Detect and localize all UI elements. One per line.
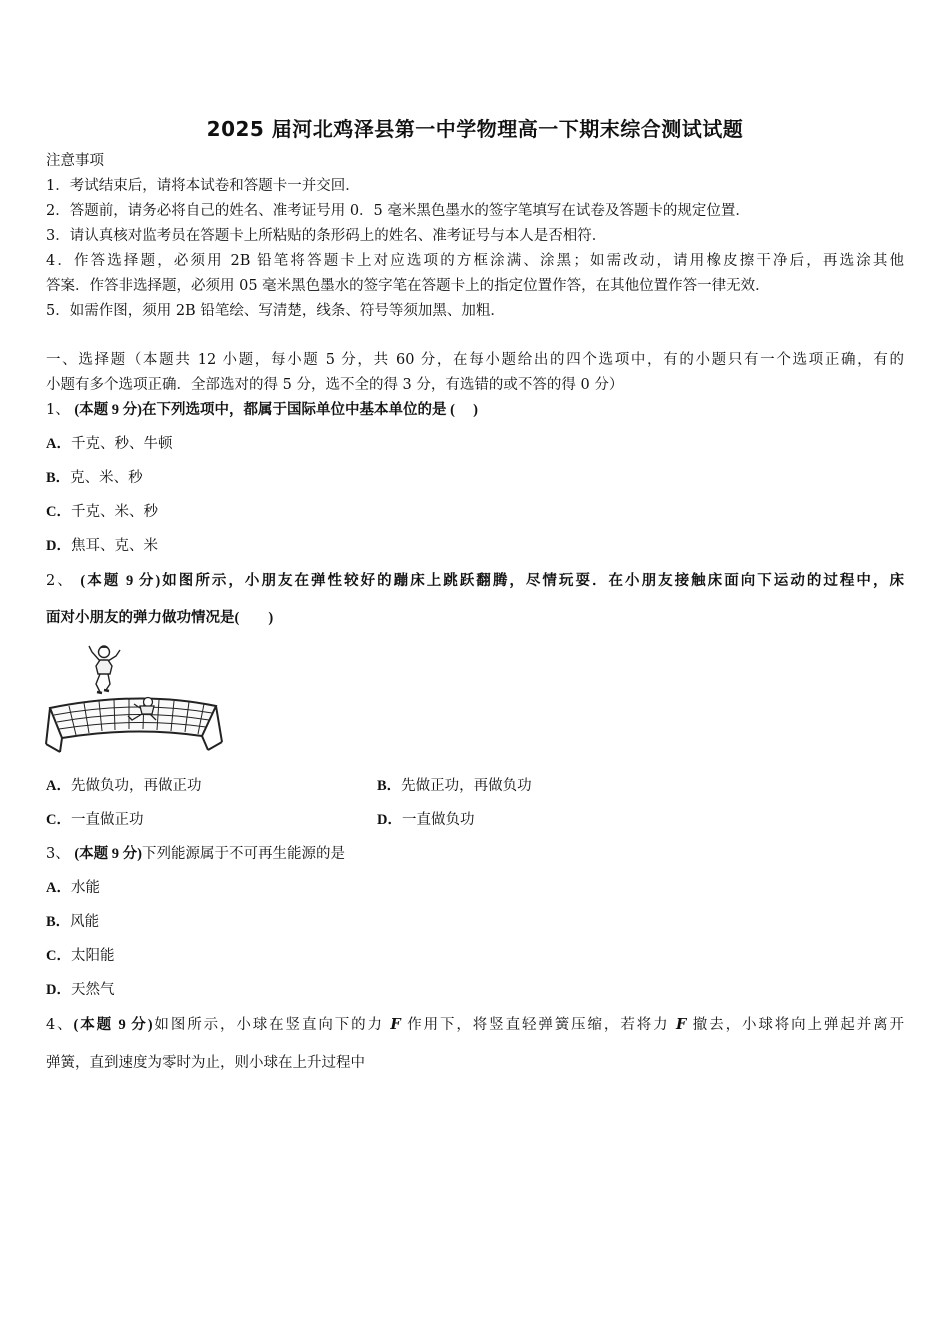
option-text: 天然气 bbox=[70, 982, 115, 998]
question-4-stem-cont: 弹簧，直到速度为零时为止，则小球在上升过程中 bbox=[46, 1055, 365, 1071]
question-3-option-d bbox=[46, 980, 114, 1000]
force-symbol: F bbox=[676, 1016, 687, 1033]
option-letter: D． bbox=[377, 812, 402, 828]
option-letter: D． bbox=[46, 538, 71, 554]
question-2-text-cont: 面对小朋友的弹力做功情况是( ) bbox=[46, 610, 274, 626]
question-2-option-d bbox=[377, 810, 474, 830]
question-3-option-a bbox=[46, 878, 100, 898]
option-text: 风能 bbox=[70, 914, 100, 930]
question-4-text-part3: 撤去，小球将向上弹起并离开 bbox=[686, 1017, 905, 1033]
question-4-text-part1: 如图所示，小球在竖直向下的力 bbox=[152, 1017, 391, 1033]
option-text: 先做负功，再做正功 bbox=[70, 778, 202, 794]
notice-item-4-cont: 答案．作答非选择题，必须用 05 毫米黑色墨水的签字笔在答题卡上的指定位置作答，在其他位置作答一律无效． bbox=[46, 278, 770, 294]
question-2-stem bbox=[46, 571, 904, 591]
option-text: 一直做负功 bbox=[401, 812, 475, 828]
option-text: 千克、秒、牛顿 bbox=[70, 436, 173, 452]
question-1-stem bbox=[46, 400, 478, 420]
option-text: 太阳能 bbox=[70, 948, 115, 964]
trampoline-net bbox=[46, 698, 222, 752]
question-2-tag: (本题 9 分) bbox=[80, 573, 161, 589]
section-heading-cont: 小题有多个选项正确．全部选对的得 5 分，选不全的得 3 分，有选错的或不答的得 0 分） bbox=[46, 377, 624, 393]
question-1-option-d bbox=[46, 536, 158, 556]
notice-heading: 注意事项 bbox=[46, 153, 104, 169]
force-symbol: F bbox=[390, 1016, 401, 1033]
option-letter: C． bbox=[46, 812, 71, 828]
question-2-stem-cont bbox=[46, 608, 273, 628]
question-4-tag: (本题 9 分) bbox=[73, 1017, 153, 1033]
question-1-option-c bbox=[46, 502, 158, 522]
question-4-number: 4、 bbox=[46, 1017, 74, 1033]
option-text: 焦耳、克、米 bbox=[70, 538, 158, 554]
question-2-option-a bbox=[46, 776, 201, 796]
question-1-tag: (本题 9 分) bbox=[74, 402, 143, 418]
question-3-tag: (本题 9 分) bbox=[74, 846, 143, 862]
jumping-child-figure bbox=[89, 646, 120, 693]
option-letter: A． bbox=[46, 880, 71, 896]
question-3-option-c bbox=[46, 946, 114, 966]
question-1-option-b bbox=[46, 468, 143, 488]
option-text: 水能 bbox=[70, 880, 100, 896]
exam-title: 2025 届河北鸡泽县第一中学物理高一下期末综合测试试题 bbox=[206, 117, 744, 141]
notice-item-5: 5．如需作图，须用 2B 铅笔绘、写清楚，线条、符号等须加黑、加粗． bbox=[46, 303, 505, 319]
question-2-option-b bbox=[377, 776, 532, 796]
notice-item-4: 4．作答选择题，必须用 2B 铅笔将答题卡上对应选项的方框涂满、涂黑；如需改动，请用橡皮擦干净后，再选涂其他 bbox=[46, 253, 904, 269]
notice-item-3: 3．请认真核对监考员在答题卡上所粘贴的条形码上的姓名、准考证号与本人是否相符． bbox=[46, 228, 607, 244]
option-letter: B． bbox=[46, 914, 71, 930]
notice-item-2: 2．答题前，请务必将自己的姓名、准考证号用 0．5 毫米黑色墨水的签字笔填写在试卷及答题卡的规定位置． bbox=[46, 203, 750, 219]
question-4-stem bbox=[46, 1015, 904, 1035]
question-4-text-part2: 作用下，将竖直轻弹簧压缩，若将力 bbox=[400, 1017, 676, 1033]
notice-item-1: 1．考试结束后，请将本试卷和答题卡一并交回． bbox=[46, 178, 360, 194]
question-1-option-a bbox=[46, 434, 172, 454]
question-3-stem bbox=[46, 844, 345, 864]
section-heading: 一、选择题（本题共 12 小题，每小题 5 分，共 60 分，在每小题给出的四个选项中，有的小题只有一个选项正确，有的 bbox=[46, 352, 904, 368]
question-2-number: 2、 bbox=[46, 573, 74, 589]
option-letter: C． bbox=[46, 504, 71, 520]
question-1-text: 在下列选项中，都属于国际单位中基本单位的是 ( ) bbox=[142, 402, 478, 418]
trampoline-figure bbox=[44, 640, 224, 758]
option-letter: C． bbox=[46, 948, 71, 964]
option-text: 先做正功，再做负功 bbox=[401, 778, 532, 794]
option-letter: A． bbox=[46, 778, 71, 794]
question-2-text: 如图所示，小朋友在弹性较好的蹦床上跳跃翻腾，尽情玩耍．在小朋友接触床面向下运动的过程中，床 bbox=[160, 573, 904, 589]
question-2-option-c bbox=[46, 810, 143, 830]
question-1-number: 1、 bbox=[46, 402, 70, 418]
option-text: 千克、米、秒 bbox=[70, 504, 158, 520]
option-text: 一直做正功 bbox=[70, 812, 144, 828]
option-text: 克、米、秒 bbox=[70, 470, 143, 486]
question-3-text: 下列能源属于不可再生能源的是 bbox=[142, 846, 346, 862]
option-letter: D． bbox=[46, 982, 71, 998]
option-letter: A． bbox=[46, 436, 71, 452]
option-letter: B． bbox=[377, 778, 402, 794]
question-3-option-b bbox=[46, 912, 99, 932]
question-3-number: 3、 bbox=[46, 846, 70, 862]
option-letter: B． bbox=[46, 470, 71, 486]
